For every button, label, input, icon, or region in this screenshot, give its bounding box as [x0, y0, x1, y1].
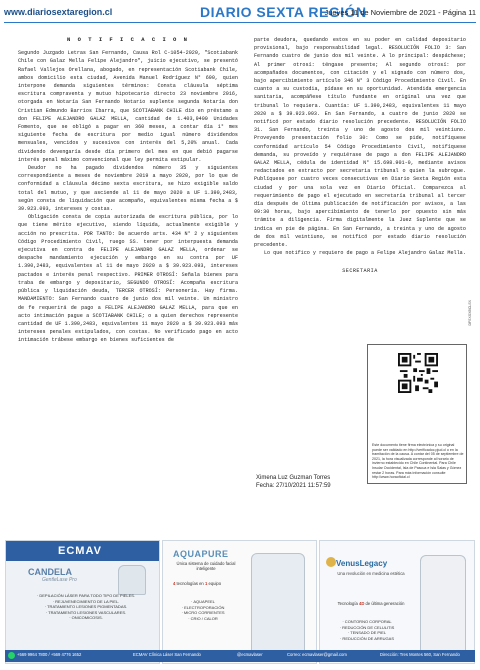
verification-code: DFSXSXBCLSX	[468, 300, 472, 326]
ecmav-logo: ECMAV	[58, 545, 102, 557]
contact-social[interactable]: @ecmavlaser	[237, 652, 263, 657]
list-item: · TRATAMIENTO LESIONES PIGMENTADAS.	[44, 604, 128, 610]
list-item: · REDUCCIÓN DE CELULITIS	[339, 624, 395, 630]
venus-device-image	[420, 555, 466, 655]
tech-count: 1	[204, 581, 208, 586]
article-paragraph: parte deudora, quedando estos en su poder en calidad depositario provisional, bajo responsabilidad legal. RESOLUCIÓN FOLIO 3: San Fernando cuatro de junio dos mil veinte. A lo principal: despáchese; Al primer otrosí: téngase presente; Al segundo otrosí: por acompañados documentos, con citación y el signado con número dos, bajo apercibimiento artículo 346 N° 3 Código Procedimiento Civil. En cuanto a su custodia, pídase en su oportunidad. Atendida emergencia sanitaria, acompáñese título fundante en original una vez que tribunal lo requiera. Cuantía: UF 1.390,2483, equivalentes 11 mayo 2020 a $ 39.923.093. En San Fernando, a cuatro de junio 2020 se notificó por estado diario resolución precedente. RESOLUCIÓN FOLIO 31. San Fernando, treinta y uno de agosto dos mil veintiuno. Proveyendo presentación folio 30: Como se pide, notifíquese conformidad artículo 54 Código Procedimiento Civil, notifíquese demanda, su proveído y requiérase de pago a don FELIPE ALEJANDRO GALAZ MELLA, cédula de identidad N° 15.698.901-0, mediante avisos redactados en extracto por secretaria tribunal o quien la subrogue. Publíquese por cuatro veces consecutivas en Diario Sexta Región esta ciudad y por una sola vez en Diario Oficial. Comparezca al requerimiento de pago el ejecutado en secretaría tribunal al tercer día después de última publicación de notificación por avisos, a las 09:30 horas, bajo apercibimiento de tenerlo por opuesto sin más trámite a diligencia. Firma digitalmente la Juez Suplente que se indica en pie de página. En San Fernando, a treinta y uno de agosto de dos mil veintiuno, se notificó por estado diario resolución precedente.	[254, 37, 466, 249]
ad-service-list	[16, 593, 156, 621]
venus-tech-line	[328, 601, 414, 606]
site-url[interactable]: www.diariosextaregion.cl	[4, 7, 113, 17]
list-item: · REDUCCIÓN DE ARRUGAS	[339, 635, 394, 641]
signer-block	[256, 474, 331, 490]
list-item: · ONICOMICOSIS.	[69, 615, 103, 621]
tech-suffix: de última generación	[365, 601, 405, 606]
ecmav-banner	[6, 541, 160, 561]
ad-service-list	[167, 599, 239, 621]
tech-count: 4D	[359, 601, 365, 606]
contact-phones[interactable]: +569 9964 7800 / +569 4776 1652	[17, 652, 82, 657]
ad-aquapure[interactable]	[162, 540, 317, 664]
article-heading: N O T I F I C A C I O N	[67, 36, 189, 43]
ad-venus-legacy[interactable]	[319, 540, 475, 664]
contact-clinic: ECMAV Clínica Láser San Fernando	[133, 652, 201, 657]
issue-date: Jueves 11 de Noviembre de 2021 - Página 11	[324, 8, 476, 17]
verification-box	[367, 344, 467, 484]
verification-note: Este documento tiene firma electrónica y su original puede ser validado en http://verificadoc.pjud.cl o en la tramitación de la causa. A contar del 05 de septiembre de 2021, la hora visualizada corresponde al horario de invierno establecido en Chile Continental. Para Chile Insular Occidental, Isla de Pascua e Isla Salas y Gómez restar 2 horas. Para más información consulte http://www.horaoficial.cl	[372, 443, 464, 480]
list-item: · DEPILACIÓN LÁSER PARA TODO TIPO DE PIELES.	[36, 593, 136, 598]
list-item: · REJUVENECIMIENTO DE LA PIEL.	[52, 598, 120, 604]
whatsapp-icon[interactable]	[8, 652, 15, 659]
tech-prefix: Tecnología	[337, 601, 358, 606]
candela-logo: CANDELA	[28, 567, 72, 577]
tech-count: 4	[173, 581, 176, 586]
venus-logo-icon	[326, 557, 336, 567]
article-paragraph: Deudor no ha pagado dividendos número 35 y siguientes correspondiente a meses de noviembre 2019 a mayo 2020, por lo que de conformidad a cláusula décimo sexta escritura, se hizo exigible saldo total del mutuo, y que asciende al 11 de mayo 2020 a UF 1.390,2483, según consta de liquidación que acompaño, equivalentes misma fecha a $ 39.923.093, intereses y costas.	[18, 165, 238, 213]
ad-ecmav[interactable]	[5, 540, 160, 664]
aquapure-tech-line	[173, 581, 221, 586]
list-item: · MICRO CORRIENTES	[181, 610, 225, 616]
aquapure-subtitle: Única sistema de cuidado facial inteligente	[176, 561, 236, 572]
header-divider	[4, 22, 476, 23]
list-item: · AQUAPEEL	[191, 599, 215, 604]
qr-code-icon[interactable]	[398, 353, 438, 393]
tech-suffix: equipo	[208, 581, 222, 586]
page-header	[0, 0, 480, 26]
article-paragraph: Segundo Juzgado Letras San Fernando, Causa Rol C-1054-2020, "Scotiabank Chile con Galaz Mella Felipe Alejandro", juicio ejecutivo, se presentó Rafael Vallejos Orellana, abogado, en representación Scotiabank Chile, ambos domicilio esta ciudad, Avenida Manuel Rodríguez N° 690, quien interpone demanda siguientes términos: Consta cláusula séptima escritura compraventa y mutuo hipotecario directo 23 noviembre 2016, otorgada en Notaría San Fernando Notario suplente segunda Notaría don Cristian Edmundo Barrios Ibarra, que SCOTIABANK CHILE dio en préstamo a don FELIPE ALEJANDRO GALAZ MELLA, cantidad de 1.403,9400 Unidades Fomento, que se obligó a pagar en 360 meses, a contar día 1° mes siguiente fecha de escritura por medio igual número dividendos mensuales, vencidos y sucesivos con interés del 5,20% anual. Cada dividendo devengaría desde día primero del mes en que debió pagarse interés penal máximo convencional que ley permita estipular.	[18, 50, 238, 163]
aquapure-logo: AQUAPURE	[173, 549, 229, 559]
newspaper-title: DIARIO SEXTA REGIÓN	[200, 4, 367, 20]
venus-subtitle: Una revolución en medicina estética	[337, 571, 405, 576]
venus-legacy-logo: VenusLegacy	[336, 559, 388, 568]
ad-service-list	[324, 619, 410, 641]
gentlelase-tagline: GentleLase Pro	[42, 577, 77, 583]
article-column-right	[254, 36, 466, 396]
signature-title: SECRETARIA	[342, 268, 378, 275]
article-column-left	[18, 36, 238, 496]
article-paragraph: Lo que notifico y requiero de pago a Felipe Alejandro Galaz Mella.	[264, 250, 466, 257]
list-item: · TRATAMIENTO LESIONES VASCULARES.	[45, 609, 127, 615]
laser-device-image	[118, 565, 146, 595]
aquapure-device-image	[251, 553, 305, 659]
list-item: · TENSADO DE PIEL	[347, 630, 387, 636]
list-item: · CRIO / CALOR	[188, 615, 218, 621]
contact-address: Dirección: Tres Montes 560, San Fernando	[380, 652, 460, 657]
signer-name: Ximena Luz Guzman Torres	[256, 475, 331, 481]
signer-date: Fecha: 27/10/2021 11:57:59	[256, 483, 331, 489]
contact-email[interactable]: Correo: ecmavlaser@gmail.com	[287, 652, 347, 657]
list-item: · CONTORNO CORPORAL	[342, 619, 392, 624]
list-item: · ELECTROPORACIÓN	[181, 604, 225, 610]
article-paragraph: Obligación consta de copia autorizada de escritura pública, por lo que tiene mérito ejecutivo, siendo líquida, actualmente exigible y acción no prescrita. POR TANTO: De acuerdo arts. 434 N° 2 y siguientes Código Procedimiento Civil, ruego SS. tener por interpuesta demanda ejecutiva en contra de FELIPE ALEJANDRO GALAZ MELLA, ordenar se despache mandamiento ejecución y embargo en su contra por UF 1.390,2483, equivalentes al 11 de mayo 2020 a $ 39.923.093, intereses pactados e interés penal respectivo. PRIMER OTROSÍ: Señala bienes para traba de embargo y depositario, SEGUNDO OTROSÍ: Acompaña escritura pública y liquidación deuda, TERCER OTROSÍ: Personería. Hay firma. MANDAMIENTO: San Fernando cuatro de junio dos mil veinte. Un ministro de fe requerirá de pago a FELIPE ALEJANDRO GALAZ MELLA, para que en acto intimación pague a SCOTIABANK CHILE; o a quien derechos represente cantidad de UF 1.390,2483, equivalentes 11 mayo 2020 a $ 39.923.093 más intereses penales estipulados, con costas. No verificado pago en acto intimación trábese embargo en bienes suficientes de	[18, 214, 238, 344]
ad-contact-bar	[5, 650, 475, 662]
tech-label: tecnologías en	[176, 581, 204, 586]
